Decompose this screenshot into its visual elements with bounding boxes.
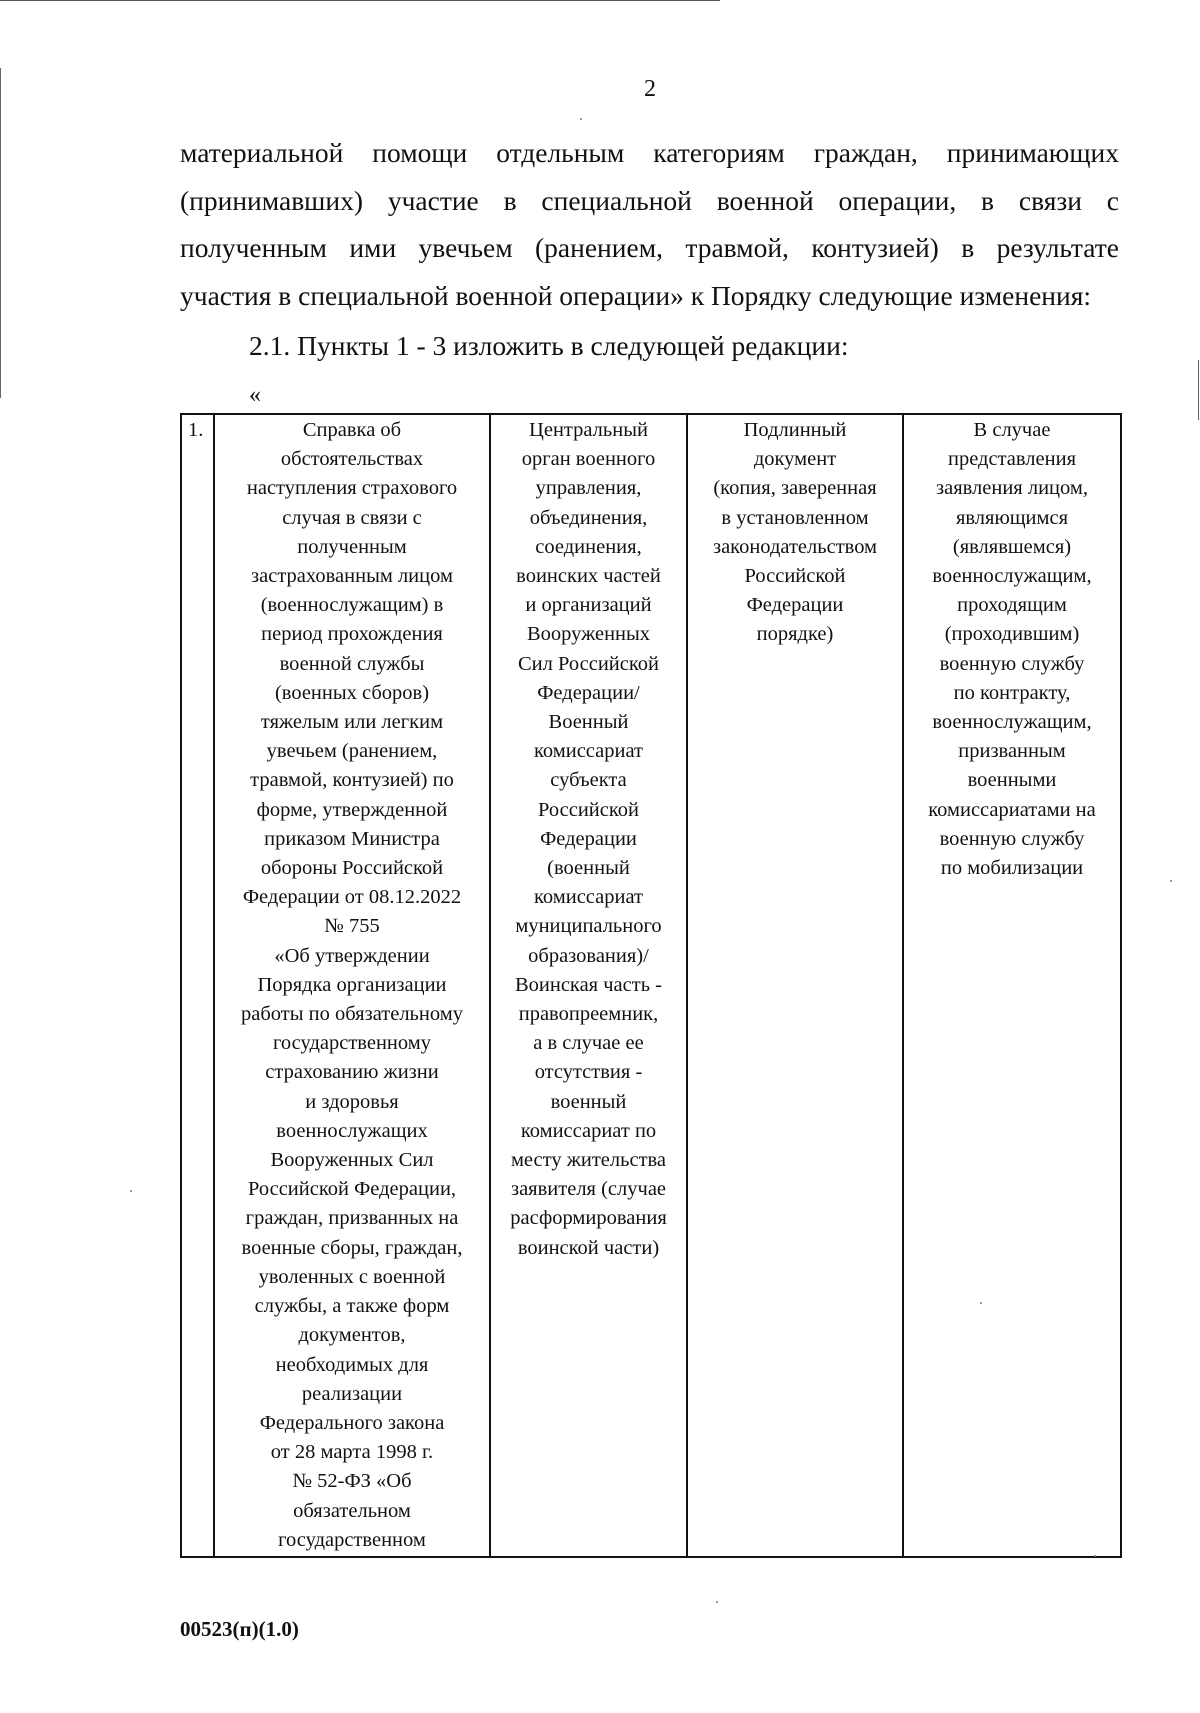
cell-text-line: обороны Российской xyxy=(260,857,444,880)
cell-text-line: обстоятельствах xyxy=(280,448,424,471)
cell-text-line: по контракту, xyxy=(953,681,1071,704)
table-row xyxy=(181,414,1121,1557)
cell-text-line: Вооруженных Сил xyxy=(270,1149,434,1172)
cell-text-line: военнослужащим, xyxy=(932,565,1092,588)
cell-text-line: отсутствия - xyxy=(534,1061,643,1084)
cell-text-line: документ xyxy=(753,448,837,471)
cell-text-line: уволенных с военной xyxy=(258,1265,446,1288)
amendment-table xyxy=(180,413,1122,1558)
opening-quote-mark: « xyxy=(249,382,261,408)
cell-text-line: «Об утверждении xyxy=(274,944,430,967)
cell-text-line: комиссариат по xyxy=(520,1119,657,1142)
cell-text-line: Российской xyxy=(537,798,640,821)
document-form-cell xyxy=(687,414,903,1557)
body-paragraph xyxy=(180,129,1119,319)
cell-text-line: (военнослужащим) в xyxy=(260,594,444,617)
clause-2-1: 2.1. Пункты 1 - 3 изложить в следующей редакции: xyxy=(249,330,849,361)
cell-text-line: (военных сборов) xyxy=(274,681,430,704)
cell-text-line: наступления страхового xyxy=(246,477,458,500)
cell-text-line: (проходившим) xyxy=(944,623,1080,646)
issuing-body-text xyxy=(493,416,684,1263)
cell-text-line: Военный xyxy=(548,711,629,734)
row-number-cell xyxy=(181,414,214,1557)
cell-text-line: документов, xyxy=(298,1324,406,1347)
scan-speck xyxy=(1094,1555,1096,1557)
cell-text-line: Федерации/ xyxy=(537,681,640,704)
left-edge-mark xyxy=(0,68,1,398)
cell-text-line: военную службу xyxy=(939,827,1085,850)
cell-text-line: обязательном xyxy=(293,1499,411,1522)
cell-text-line: случая в связи с xyxy=(282,506,422,529)
cell-text-line: законодательством xyxy=(712,535,878,558)
cell-text-line: Порядка организации xyxy=(257,973,447,996)
cell-text-line: соединения, xyxy=(535,535,642,558)
cell-text-line: государственном xyxy=(278,1528,426,1551)
cell-text-line: призванным xyxy=(958,740,1066,763)
cell-text-line: Федерации xyxy=(746,594,844,617)
cell-text-line: № 755 xyxy=(324,915,380,938)
cell-text-line: образования)/ xyxy=(528,944,649,967)
cell-text-line: тяжелым или легким xyxy=(260,711,444,734)
cell-text-line: форме, утвержденной xyxy=(256,798,448,821)
cell-text-line: а в случае ее xyxy=(533,1032,644,1055)
cell-text-line: страхованию жизни xyxy=(265,1061,439,1084)
condition-cell xyxy=(903,414,1121,1557)
cell-text-line: по мобилизации xyxy=(940,857,1084,880)
cell-text-line: расформирования xyxy=(510,1207,667,1230)
cell-text-line: Российской xyxy=(744,565,846,588)
cell-text-line: заявителя (случае xyxy=(510,1178,667,1201)
body-line: (принимавших) участие в специальной военной операции, в связи с xyxy=(180,184,1119,216)
cell-text-line: объединения, xyxy=(529,506,648,529)
cell-text-line: проходящим xyxy=(957,594,1067,617)
cell-text-line: Сил Российской xyxy=(517,652,660,675)
cell-text-line: военные сборы, граждан, xyxy=(241,1236,463,1259)
cell-text-line: муниципального xyxy=(515,915,662,938)
scan-speck xyxy=(716,1601,718,1603)
document-name-text xyxy=(217,416,487,1555)
document-code: 00523(п)(1.0) xyxy=(180,1617,299,1641)
body-line: полученным ими увечьем (ранением, травмой, контузией) в результате xyxy=(180,232,1119,263)
cell-text-line: комиссариат xyxy=(533,886,644,909)
cell-text-line: воинских частей xyxy=(516,565,661,588)
cell-text-line: военную службу xyxy=(939,652,1085,675)
cell-text-line: заявления лицом, xyxy=(936,477,1088,500)
cell-text-line: работы по обязательному xyxy=(241,1003,463,1026)
body-line: участия в специальной военной операции» к Порядку следующие изменения: xyxy=(180,279,1092,311)
cell-text-line: Федерации от 08.12.2022 xyxy=(242,886,462,909)
cell-text-line: комиссариат xyxy=(533,740,644,763)
cell-text-line: (копия, заверенная xyxy=(713,477,877,500)
cell-text-line: орган военного xyxy=(521,448,656,471)
scan-speck xyxy=(980,1302,982,1304)
cell-text-line: и здоровья xyxy=(305,1090,399,1113)
cell-text-line: Справка об xyxy=(302,419,402,441)
cell-text-line: граждан, призванных на xyxy=(245,1207,459,1230)
scan-speck xyxy=(130,1190,132,1192)
cell-text-line: от 28 марта 1998 г. xyxy=(270,1441,434,1464)
cell-text-line: Российской Федерации, xyxy=(247,1178,457,1201)
cell-text-line: реализации xyxy=(301,1382,403,1405)
body-line: материальной помощи отдельным категориям граждан, принимающих xyxy=(180,137,1119,168)
cell-text-line: необходимых для xyxy=(275,1353,429,1376)
cell-text-line: Воинская часть - xyxy=(514,973,663,996)
cell-text-line: правопреемник, xyxy=(518,1003,659,1026)
cell-text-line: полученным xyxy=(297,535,407,558)
cell-text-line: В случае xyxy=(973,419,1051,441)
cell-text-line: в установленном xyxy=(721,506,869,529)
scan-speck xyxy=(580,118,582,120)
document-name-cell xyxy=(214,414,490,1557)
cell-text-line: представления xyxy=(948,448,1076,471)
cell-text-line: увечьем (ранением, xyxy=(266,740,438,763)
cell-text-line: военными xyxy=(967,769,1057,792)
cell-text-line: приказом Министра xyxy=(264,827,440,850)
row-number: 1. xyxy=(188,419,204,441)
cell-text-line: военнослужащих xyxy=(276,1119,428,1142)
cell-text-line: месту жительства xyxy=(510,1149,667,1172)
issuing-body-cell xyxy=(490,414,687,1557)
cell-text-line: субъекта xyxy=(550,769,627,792)
cell-text-line: военный xyxy=(550,1090,627,1113)
cell-text-line: военнослужащим, xyxy=(932,711,1092,734)
cell-text-line: Федерации xyxy=(540,827,637,850)
cell-text-line: и организаций xyxy=(525,594,652,617)
condition-text xyxy=(906,416,1118,883)
cell-text-line: Центральный xyxy=(529,419,648,441)
cell-text-line: службы, а также форм xyxy=(254,1295,450,1318)
scan-speck xyxy=(1170,880,1172,882)
cell-text-line: травмой, контузией) по xyxy=(250,769,454,792)
cell-text-line: Подлинный xyxy=(743,419,847,441)
cell-text-line: Федерального закона xyxy=(259,1411,445,1434)
top-edge-rule xyxy=(0,0,720,1)
cell-text-line: (военный xyxy=(547,857,630,880)
cell-text-line: период прохождения xyxy=(261,623,443,646)
cell-text-line: порядке) xyxy=(756,623,834,646)
right-edge-mark xyxy=(1198,360,1199,420)
cell-text-line: (являвшемся) xyxy=(952,535,1072,558)
cell-text-line: воинской части) xyxy=(517,1236,660,1259)
page-number: 2 xyxy=(644,76,656,102)
cell-text-line: являющимся xyxy=(955,506,1069,529)
cell-text-line: управления, xyxy=(535,477,642,500)
cell-text-line: комиссариатами на xyxy=(928,798,1096,821)
document-form-text xyxy=(690,416,900,650)
cell-text-line: застрахованным лицом xyxy=(251,565,453,588)
cell-text-line: Вооруженных xyxy=(526,623,651,646)
cell-text-line: военной службы xyxy=(279,652,425,675)
cell-text-line: государственному xyxy=(273,1032,431,1055)
cell-text-line: № 52-ФЗ «Об xyxy=(292,1470,412,1493)
